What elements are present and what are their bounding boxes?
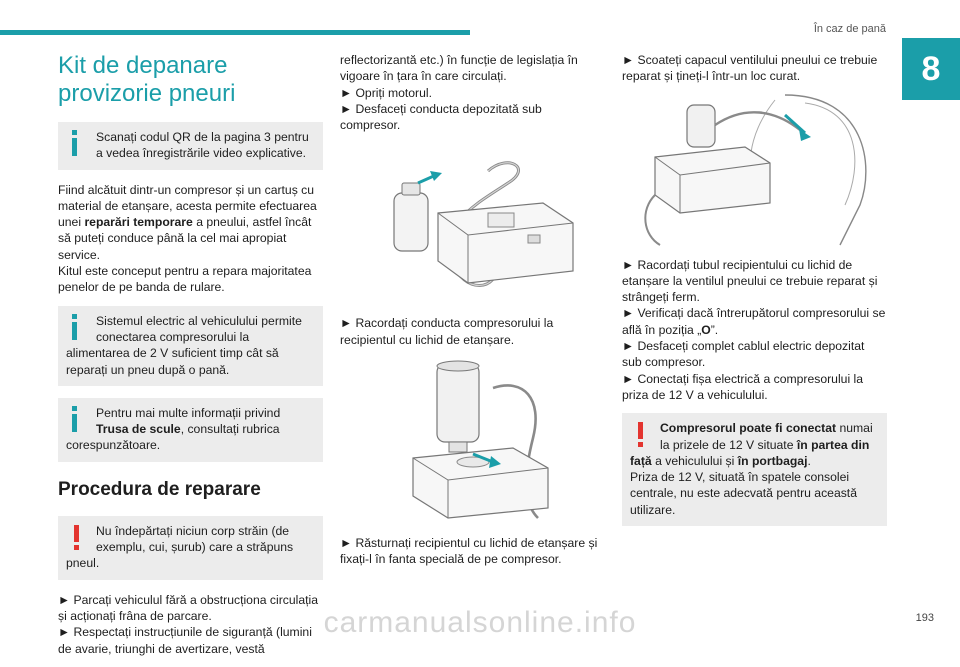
info-note-qr — [58, 122, 323, 170]
section-header: În caz de pană — [813, 23, 886, 35]
step-5-block — [340, 315, 605, 348]
step-6-block — [340, 535, 605, 568]
info-note-tools-text-2: , consultați rubrica corespunzătoare. — [66, 422, 280, 453]
steps-8-11 — [622, 257, 887, 404]
steps-cont — [340, 52, 605, 133]
warning-socket-bold-1: Compresorul poate fi conectat — [660, 421, 837, 436]
column-2 — [340, 52, 605, 578]
warning-socket-text-3: . — [807, 453, 811, 468]
figure-tire-valve — [622, 95, 887, 245]
top-accent-bar — [0, 30, 470, 35]
info-note-tools — [58, 398, 323, 462]
info-note-tools-bold: Trusa de scule — [96, 422, 181, 437]
step-9-text-2: ”. — [710, 322, 719, 337]
step-10: ► Desfaceți complet cablul electric depozitat sub compresor. — [622, 339, 865, 370]
step-2-continued: reflectorizantă etc.) în funcție de legislația în vigoare în țara în care circulați. — [340, 53, 578, 84]
step-9 — [622, 305, 887, 338]
column-3 — [622, 52, 887, 538]
warning-socket-text-4: Priza de 12 V, situată în spatele consolei centrale, nu este adecvată pentru această utilizare. — [630, 470, 857, 517]
step-2: ► Respectați instrucțiunile de siguranță (lumini de avarie, triunghi de avertizare, vestă — [58, 625, 312, 656]
step-8: ► Racordați tubul recipientului cu lichid de etanșare la ventilul pneului ce trebuie reparat și strângeți ferm. — [622, 257, 878, 305]
step-6: ► Răsturnați recipientul cu lichid de etanșare și fixați-l în fanta specială de pe compresor. — [340, 536, 598, 567]
watermark: carmanualsonline.info — [323, 606, 637, 639]
figure-compressor-hose — [340, 143, 605, 303]
procedure-title: Procedura de reparare — [58, 478, 261, 500]
warning-socket-bold-2: în partea din față — [630, 437, 870, 468]
column-1 — [58, 52, 323, 667]
sealant-bottle-illustration — [373, 358, 573, 523]
warning-socket-text-2: a vehiculului și — [651, 453, 738, 468]
step-7: ► Scoateți capacul ventilului pneului ce trebuie reparat și țineți-l într-un loc curat. — [622, 53, 878, 84]
intro-bold: reparări temporare — [84, 215, 193, 230]
info-note-power-text: Sistemul electric al vehiculului permite conectarea compresorului la alimentarea de 2 V suficient timp cât să reparați un pneu după o pană. — [66, 313, 302, 377]
info-icon — [66, 405, 90, 433]
warning-note-foreign-body — [58, 516, 323, 580]
step-9-bold: O — [701, 322, 711, 337]
chapter-badge: 8 — [902, 38, 960, 100]
warning-icon — [66, 523, 90, 551]
info-note-power — [58, 306, 323, 386]
warning-socket-text-1: numai la prizele de 12 V situate — [660, 421, 873, 452]
tire-valve-illustration — [635, 95, 875, 245]
step-1: ► Parcați vehiculul fără a obstrucționa circulația și acționați frâna de parcare. — [58, 592, 318, 623]
intro-text-2: a pneului, astfel încât să puteți conduce până la cel mai apropiat service. — [58, 215, 312, 262]
step-7-block — [622, 52, 887, 85]
step-9-text-1: ► Verificați dacă întrerupătorul compresorului se află în poziția „ — [622, 306, 886, 337]
warning-icon — [630, 420, 654, 448]
step-3: ► Opriți motorul. — [340, 85, 432, 100]
info-note-qr-text: Scanați codul QR de la pagina 3 pentru a vedea înregistrările video explicative. — [96, 130, 309, 161]
compressor-hose-illustration — [358, 143, 588, 303]
intro-paragraph — [58, 182, 323, 296]
step-5: ► Racordați conducta compresorului la recipientul cu lichid de etanșare. — [340, 316, 554, 347]
warning-note-foreign-body-text: Nu îndepărtați niciun corp străin (de exemplu, cui, șurub) care a străpuns pneul. — [66, 523, 294, 571]
info-note-tools-text-1: Pentru mai multe informații privind — [96, 405, 281, 420]
warning-socket-bold-3: în portbagaj — [737, 453, 808, 468]
figure-sealant-bottle — [340, 358, 605, 523]
intro-text-1: Fiind alcătuit dintr-un compresor și un cartuș cu material de etanșare, acesta permite efectuarea unei — [58, 182, 317, 230]
warning-note-socket — [622, 413, 887, 526]
page-title: Kit de depanare provizorie pneuri — [58, 52, 236, 107]
page-number: 193 — [915, 612, 934, 624]
step-4: ► Desfaceți conducta depozitată sub compresor. — [340, 101, 542, 133]
info-icon — [66, 313, 90, 341]
step-11: ► Conectați fișa electrică a compresorului la priza de 12 V a vehiculului. — [622, 371, 864, 402]
info-icon — [66, 129, 90, 157]
intro-text-3: Kitul este conceput pentru a repara majoritatea penelor de pe banda de rulare. — [58, 264, 312, 295]
